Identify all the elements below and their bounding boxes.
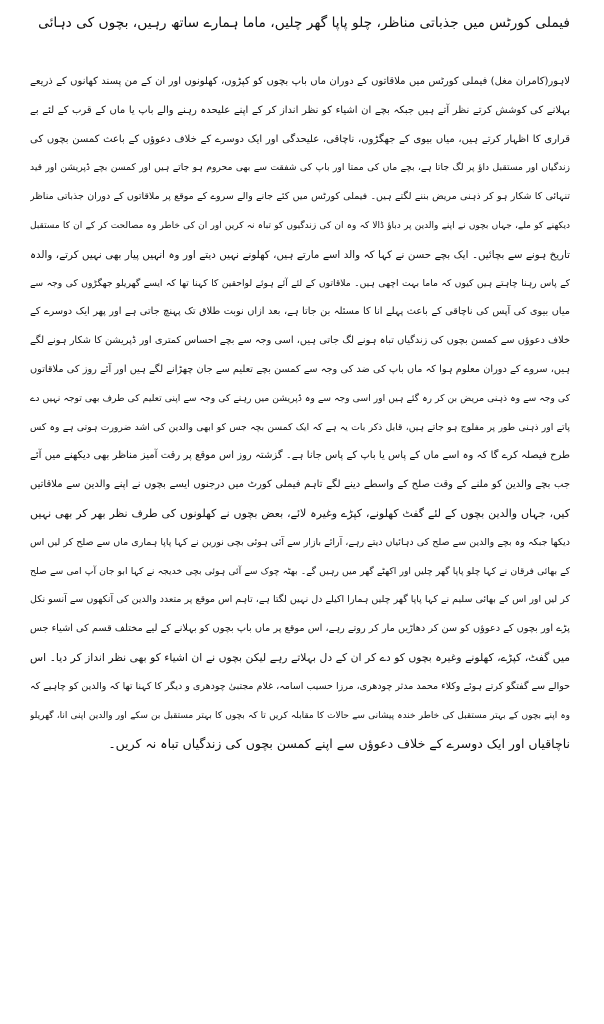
article-headline: فیملی کورٹس میں جذباتی مناظر، چلو پاپا گھر چلیں، ماما ہمارے ساتھ رہیں، بچوں کی دہائی [38, 15, 570, 31]
article-body-line: بہلانے کی کوشش کرتے نظر آتے ہیں جبکہ بچے ان اشیاء کو نظر انداز کر کے اپنے علیحدہ رہنے والے باپ یا ماں کے قرب کے لئے بے [30, 104, 570, 116]
article-body-line: کیں، جہاں والدین بچوں کے لئے گفٹ کھلونے، کپڑے وغیرہ لائے، بعض بچوں نے کھلونوں کی طرف نظر بھر کر بھی نہیں [30, 506, 570, 520]
article-body-line: زندگیاں اور مستقبل داؤ پر لگ جاتا ہے، بچے ماں کی ممتا اور باپ کی شفقت سے بھی محروم ہو جاتے ہیں اور کمسن بچے ڈپریشن اور قید [30, 162, 570, 174]
article-body-line: پڑے اور بچوں کے دعوؤں کو سن کر دھاڑیں مار کر روتے رہے، اس موقع پر ماں باپ بچوں کو بہلانے کے لیے مختلف قسم کی اشیاء جس [30, 623, 570, 635]
article-body-line: کی وجہ سے وہ ذہنی مریض بن کر رہ گئے ہیں اور اسی وجہ سے وہ ڈپریشن میں رہنے کی وجہ سے اپنی تعلیم کی طرف بھی توجہ نہیں دے [30, 392, 570, 404]
article-body-line: وہ اپنے بچوں کے بہتر مستقبل کی خاطر خندہ پیشانی سے حالات کا مقابلہ کریں تا کہ بچوں کا بہتر مستقبل بن سکے اور والدین اپنی انا، گھریلو [30, 710, 570, 721]
article-body-line: تنہائی کا شکار ہو کر ذہنی مریض بننے لگتے ہیں۔ فیملی کورٹس میں کئے جانے والے سروے کے موقع پر ملاقاتوں کے دوران جذباتی مناظر [30, 191, 570, 203]
article-body-line: میں گفٹ، کپڑے، کھلونے وغیرہ بچوں کو دے کر ان کے دل بہلاتے رہے لیکن بچوں نے ان اشیاء کو بھی نظر انداز کر دیا۔ اس [30, 650, 570, 664]
article-body-line: تاریخ ہونے سے بچائیں۔ ایک بچے حسن نے کہا کہ والد اسے مارتے ہیں، کھلونے نہیں دیتے اور وہ انہیں پیار بھی نہیں کرتے، والدہ [30, 248, 570, 261]
article-body-line: حوالے سے گفتگو کرتے ہوئے وکلاء محمد مدثر چودھری، مرزا حسیب اسامہ، غلام مجتبیٰ چودھری و دیگر کا کہنا تھا کہ والدین کو چاہیے کہ [30, 680, 570, 692]
article-body-line: دیکھا جبکہ وہ بچے والدین سے صلح کی دہائیاں دیتے رہے، آرائے بازار سے آئی ہوئی بچی نورین نے کہا پاپا ہماری ماں سے صلح کر لیں اس [30, 536, 570, 548]
article-body-line: دیکھنے کو ملے، جہاں بچوں نے اپنے والدین پر دباؤ ڈالا کہ وہ ان کی زندگیوں کو تباہ نہ کریں اور ان کی خاطر وہ مصالحت کر کے ان کا مستقبل [30, 220, 570, 231]
article-body-line: طرح فیصلہ کرے گا کہ وہ اسے ماں کے پاس یا باپ کے پاس جانا ہے۔ گزشتہ روز اس موقع پر رقت آمیز مناظر بھی دیکھنے میں آئے [30, 450, 570, 462]
article-body-line: ہیں، سروے کے دوران معلوم ہوا کہ ماں باپ کی ضد کی وجہ سے کمسن بچے تعلیم سے جان چھڑانے لگے ہیں اور آئے روز کی ملاقاتوں [30, 363, 570, 375]
article-body-line: لاہور(کامران مغل) فیملی کورٹس میں ملاقاتوں کے دوران ماں باپ بچوں کو کپڑوں، کھلونوں اور ان کے من پسند کھانوں کے ذریعے [30, 76, 570, 87]
article-body-line: کے پاس رہنا چاہتے ہیں کیوں کہ ماما بہت اچھی ہیں۔ ملاقاتوں کے لئے آئے ہوئے لواحقین کا کہنا تھا کہ ایسے گھریلو جھگڑوں کی وجہ سے [30, 277, 570, 289]
article-body-line: جب بچے والدین کو ملنے کے وقت صلح کے واسطے دینے لگے تاہم فیملی کورٹ میں درجنوں ایسے بچوں نے اپنے والدین سے ملاقاتیں [30, 479, 570, 491]
article-body-line: خلاف دعوؤں سے کمسن بچوں کی زندگیاں تباہ ہونے لگ جاتی ہیں، اسی وجہ سے بچے احساس کمتری اور ڈپریشن کا شکار ہونے لگے [30, 335, 570, 347]
article-body-line: قراری کا اظہار کرتے ہیں، میاں بیوی کے جھگڑوں، ناچاقی، علیحدگی اور ایک دوسرے کے خلاف دعوؤں کے باعث کمسن بچوں کی [30, 133, 570, 145]
article-body-line: پاتے اور ذہنی طور پر مفلوج ہو جاتے ہیں، قابل ذکر بات یہ ہے کہ ایک کمسن بچہ جس کو ابھی والدین کی اشد ضرورت ہوتی ہے وہ کس [30, 421, 570, 433]
article-body-line: میاں بیوی کی آپس کی ناچاقی کے باعث پہلے انا کا مسئلہ بن جاتا ہے، بعد ازاں نوبت طلاق تک پہنچ جاتی ہے اور پھر ایک دوسرے کے [30, 306, 570, 318]
article-body-line: ناچاقیاں اور ایک دوسرے کے خلاف دعوؤں سے اپنے کمسن بچوں کی زندگیاں تباہ نہ کریں۔ [108, 736, 570, 752]
article-body-line: کے بھائی فرقان نے کہا چلو پاپا گھر چلیں اور اکھٹے گھر میں رہیں گے۔ بھٹہ چوک سے آئی ہوئی بچی خدیجہ نے کہا ابو جان آپ امی سے صلح [30, 565, 570, 577]
article-body [30, 68, 570, 759]
article-body-line: کر لیں اور اس کے بھائی سلیم نے کہا پاپا گھر چلیں ہمارا اکیلے دل نہیں لگتا ہے، تاہم اس موقع پر متعدد والدین کی آنکھوں سے آنسو نکل [30, 594, 570, 606]
